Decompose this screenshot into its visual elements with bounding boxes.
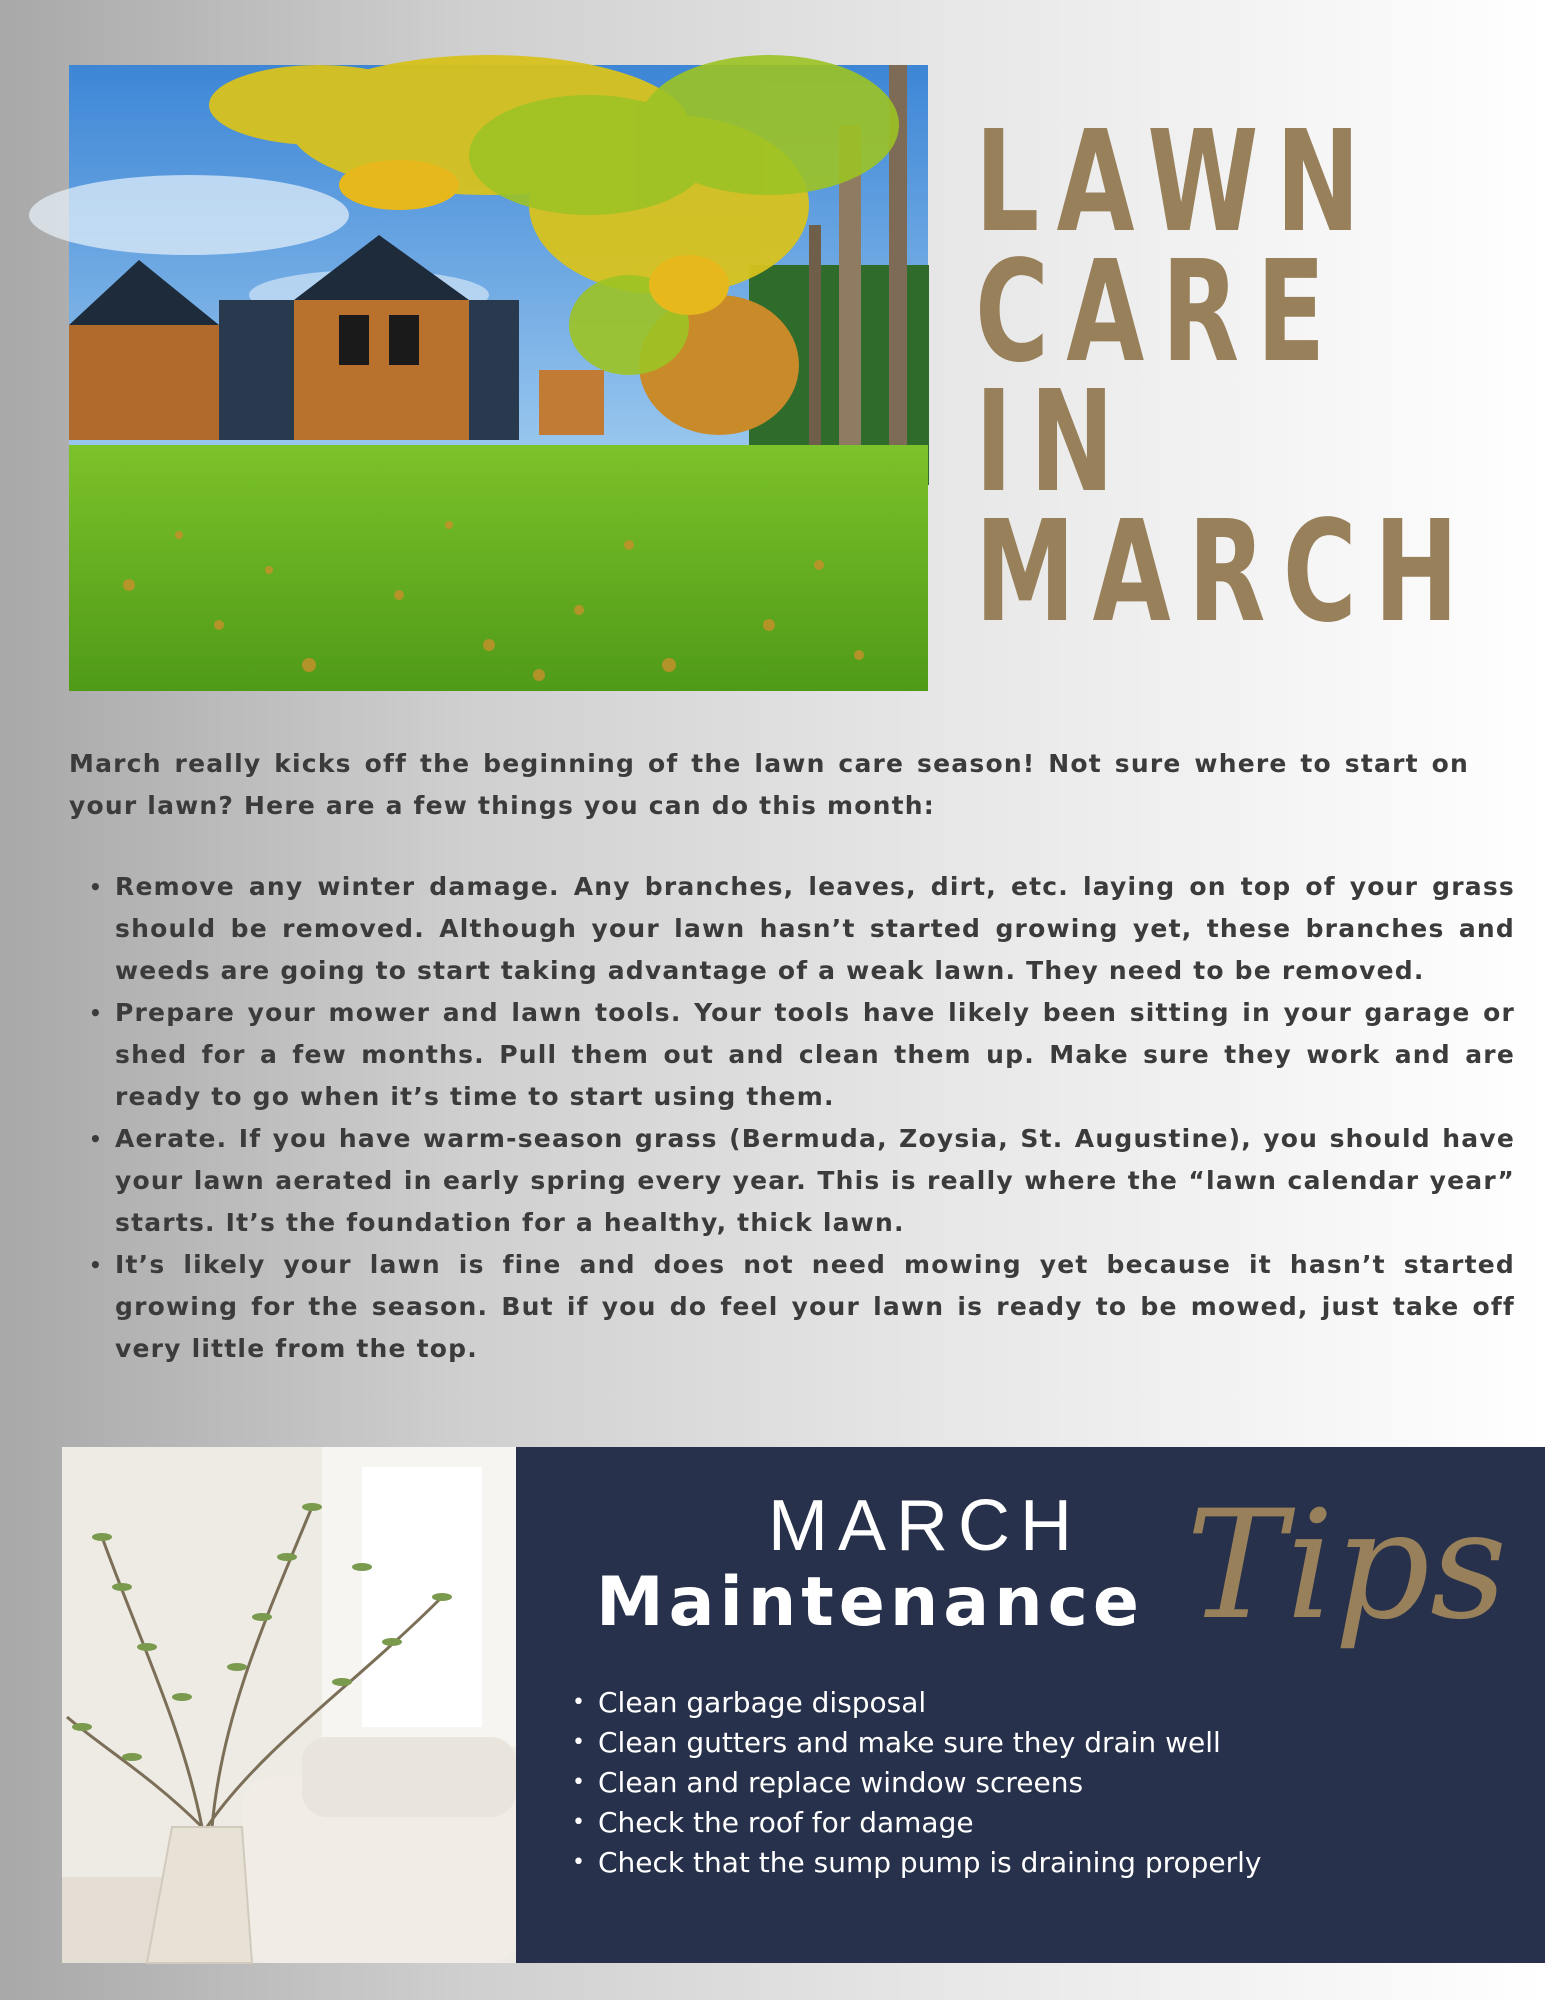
tips-list xyxy=(598,1683,1262,1883)
plant-vase-photo xyxy=(62,1447,516,1963)
list-item: • It’s likely your lawn is fine and does not need mowing yet because it hasn’t started growing for the season. But if you do feel your lawn is ready to be mowed, just take off very little from the top. xyxy=(115,1244,1515,1370)
list-item: • Aerate. If you have warm-season grass (Bermuda, Zoysia, St. Augustine), you should have your lawn aerated in early spring every year. This is really where the “lawn calendar year” starts. It’s the foundation for a healthy, thick lawn. xyxy=(115,1118,1515,1244)
list-item: • Clean gutters and make sure they drain well xyxy=(598,1723,1262,1763)
title-line-3: IN xyxy=(975,361,1132,524)
list-item: • Prepare your mower and lawn tools. Your tools have likely been sitting in your garage or shed for a few months. Pull them out and clean them up. Make sure they work and are ready to go when it’s time to start using them. xyxy=(115,992,1515,1118)
maintenance-tips-panel xyxy=(516,1447,1545,1963)
title-line-2: CARE xyxy=(975,231,1343,394)
lawn-care-list xyxy=(69,866,1515,1370)
list-item: • Check the roof for damage xyxy=(598,1803,1262,1843)
intro-paragraph: March really kicks off the beginning of the lawn care season! Not sure where to start on your lawn? Here are a few things you can do this month: xyxy=(69,749,1469,820)
hero-house-lawn-photo xyxy=(69,65,928,691)
list-item: • Remove any winter damage. Any branches, leaves, dirt, etc. laying on top of your grass should be removed. Although your lawn hasn’t started growing yet, these branches and weeds are going to start taking advantage of a weak lawn. They need to be removed. xyxy=(115,866,1515,992)
tips-heading-main: Maintenance xyxy=(596,1563,1145,1642)
title-line-1: LAWN xyxy=(975,101,1378,264)
page-title xyxy=(975,101,1476,654)
list-item: • Clean and replace window screens xyxy=(598,1763,1262,1803)
tips-script-heading xyxy=(1176,1467,1508,1667)
title-line-4: MARCH xyxy=(975,491,1476,654)
tips-script-text: Tips xyxy=(1186,1479,1508,1653)
list-item: • Clean garbage disposal xyxy=(598,1683,1262,1723)
tips-heading-top: MARCH xyxy=(768,1486,1082,1566)
list-item: • Check that the sump pump is draining properly xyxy=(598,1843,1262,1883)
